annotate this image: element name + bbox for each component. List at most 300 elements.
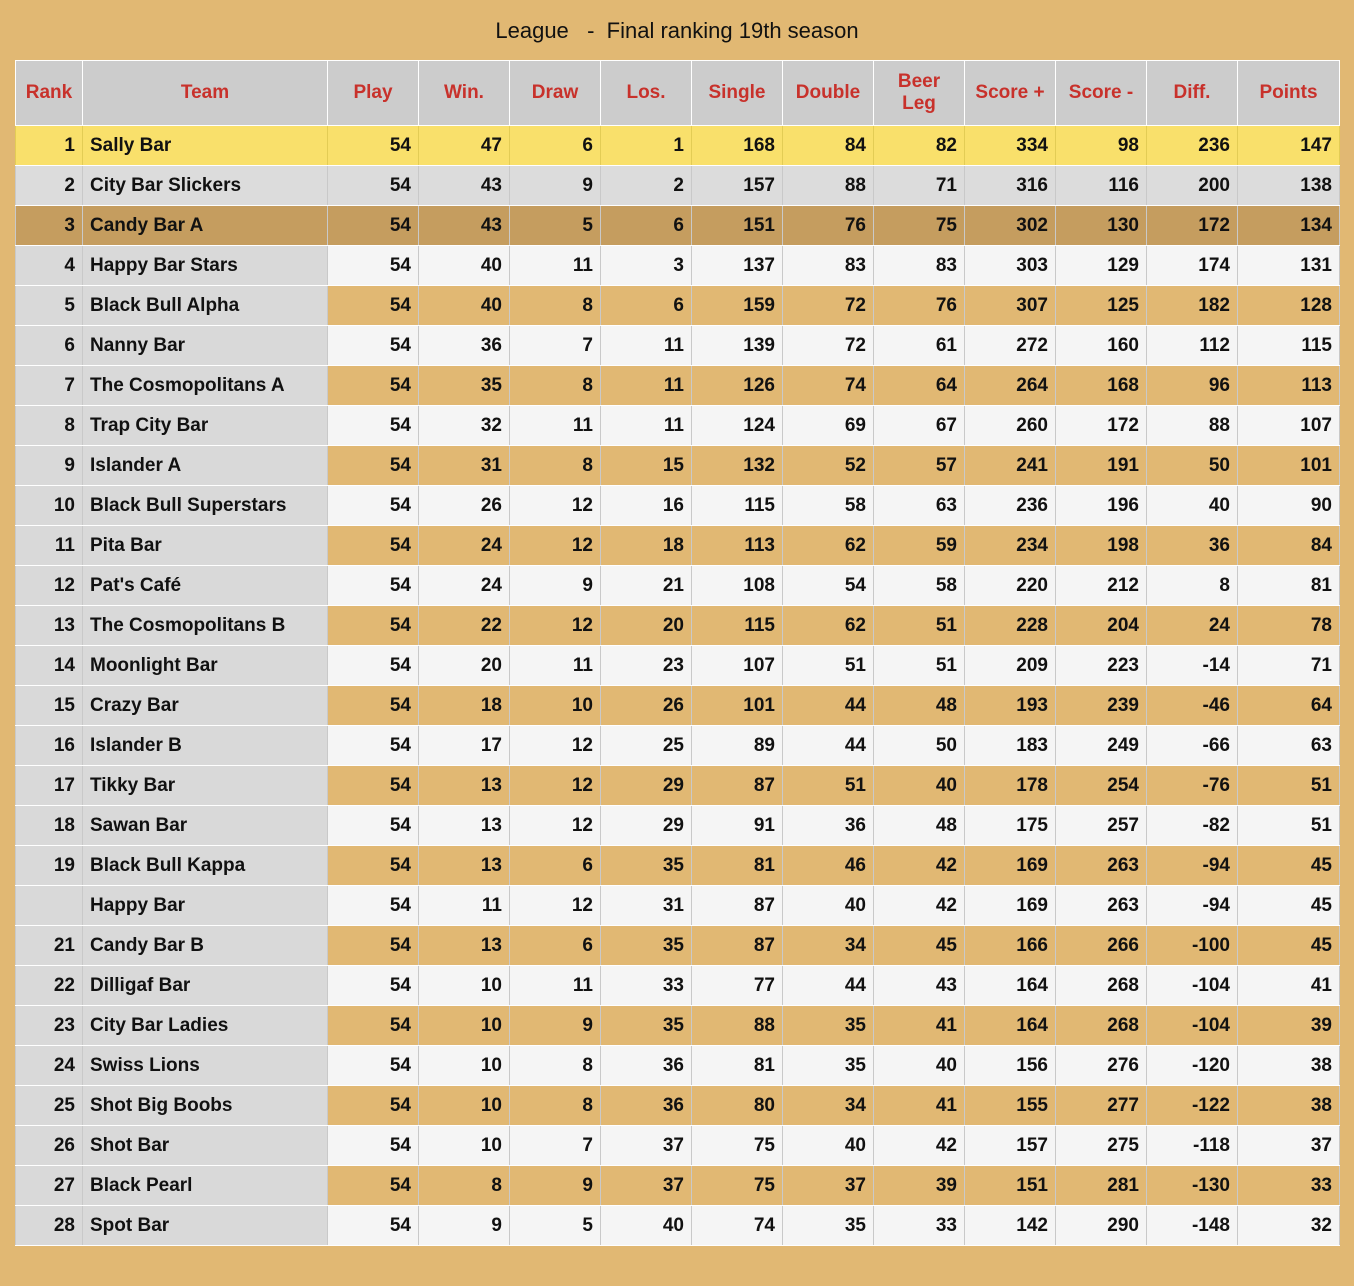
los-cell: 35 <box>601 926 692 966</box>
los-cell: 37 <box>601 1126 692 1166</box>
diff-cell: 200 <box>1147 166 1238 206</box>
play-cell: 54 <box>328 726 419 766</box>
los-cell: 3 <box>601 246 692 286</box>
score-minus-cell: 130 <box>1056 206 1147 246</box>
points-cell: 64 <box>1238 686 1340 726</box>
score-minus-cell: 277 <box>1056 1086 1147 1126</box>
table-row <box>16 1086 1340 1126</box>
table-row <box>16 686 1340 726</box>
win-cell: 22 <box>419 606 510 646</box>
double-cell: 34 <box>783 1086 874 1126</box>
diff-cell: -100 <box>1147 926 1238 966</box>
score-minus-cell: 196 <box>1056 486 1147 526</box>
win-cell: 9 <box>419 1206 510 1246</box>
rank-cell: 9 <box>16 446 83 486</box>
diff-cell: 182 <box>1147 286 1238 326</box>
single-cell: 81 <box>692 1046 783 1086</box>
play-cell: 54 <box>328 326 419 366</box>
single-cell: 74 <box>692 1206 783 1246</box>
score-minus-cell: 172 <box>1056 406 1147 446</box>
draw-cell: 6 <box>510 926 601 966</box>
ranking-table <box>15 60 1340 1246</box>
score-minus-cell: 239 <box>1056 686 1147 726</box>
beer-leg-cell: 41 <box>874 1006 965 1046</box>
score-plus-cell: 166 <box>965 926 1056 966</box>
double-cell: 72 <box>783 326 874 366</box>
win-cell: 11 <box>419 886 510 926</box>
play-cell: 54 <box>328 286 419 326</box>
beer-leg-cell: 82 <box>874 126 965 166</box>
team-cell: Happy Bar Stars <box>83 246 328 286</box>
win-cell: 40 <box>419 286 510 326</box>
table-row <box>16 326 1340 366</box>
draw-cell: 8 <box>510 446 601 486</box>
draw-cell: 12 <box>510 806 601 846</box>
draw-cell: 8 <box>510 1046 601 1086</box>
play-cell: 54 <box>328 1046 419 1086</box>
double-cell: 51 <box>783 646 874 686</box>
beer-leg-cell: 59 <box>874 526 965 566</box>
los-cell: 26 <box>601 686 692 726</box>
draw-cell: 12 <box>510 486 601 526</box>
score-plus-cell: 155 <box>965 1086 1056 1126</box>
table-row <box>16 1006 1340 1046</box>
score-plus-cell: 164 <box>965 1006 1056 1046</box>
table-row <box>16 166 1340 206</box>
play-cell: 54 <box>328 206 419 246</box>
draw-cell: 7 <box>510 1126 601 1166</box>
score-plus-cell: 209 <box>965 646 1056 686</box>
beer-leg-cell: 33 <box>874 1206 965 1246</box>
team-cell: Black Pearl <box>83 1166 328 1206</box>
rank-cell: 3 <box>16 206 83 246</box>
table-row <box>16 526 1340 566</box>
play-cell: 54 <box>328 606 419 646</box>
win-cell: 13 <box>419 766 510 806</box>
beer-leg-cell: 42 <box>874 886 965 926</box>
score-plus-cell: 334 <box>965 126 1056 166</box>
score-plus-cell: 260 <box>965 406 1056 446</box>
beer-leg-cell: 39 <box>874 1166 965 1206</box>
double-cell: 76 <box>783 206 874 246</box>
double-cell: 62 <box>783 606 874 646</box>
score-plus-cell: 183 <box>965 726 1056 766</box>
double-cell: 44 <box>783 686 874 726</box>
play-cell: 54 <box>328 926 419 966</box>
play-cell: 54 <box>328 646 419 686</box>
rank-cell: 13 <box>16 606 83 646</box>
team-cell: The Cosmopolitans B <box>83 606 328 646</box>
win-cell: 13 <box>419 926 510 966</box>
beer-leg-cell: 83 <box>874 246 965 286</box>
double-cell: 52 <box>783 446 874 486</box>
rank-cell: 19 <box>16 846 83 886</box>
rank-cell <box>16 886 83 926</box>
los-cell: 35 <box>601 846 692 886</box>
draw-cell: 5 <box>510 206 601 246</box>
draw-cell: 12 <box>510 606 601 646</box>
ranking-table-body <box>16 126 1340 1246</box>
draw-cell: 7 <box>510 326 601 366</box>
rank-cell: 6 <box>16 326 83 366</box>
score-minus-cell: 116 <box>1056 166 1147 206</box>
play-cell: 54 <box>328 166 419 206</box>
diff-cell: 8 <box>1147 566 1238 606</box>
score-plus-cell: 151 <box>965 1166 1056 1206</box>
los-cell: 25 <box>601 726 692 766</box>
points-cell: 37 <box>1238 1126 1340 1166</box>
single-cell: 132 <box>692 446 783 486</box>
points-cell: 113 <box>1238 366 1340 406</box>
double-cell: 58 <box>783 486 874 526</box>
win-cell: 10 <box>419 1126 510 1166</box>
single-cell: 89 <box>692 726 783 766</box>
score-plus-cell: 178 <box>965 766 1056 806</box>
score-minus-cell: 266 <box>1056 926 1147 966</box>
points-cell: 134 <box>1238 206 1340 246</box>
diff-cell: 24 <box>1147 606 1238 646</box>
double-cell: 44 <box>783 726 874 766</box>
rank-cell: 21 <box>16 926 83 966</box>
rank-cell: 23 <box>16 1006 83 1046</box>
draw-cell: 11 <box>510 406 601 446</box>
single-cell: 77 <box>692 966 783 1006</box>
points-cell: 39 <box>1238 1006 1340 1046</box>
points-cell: 45 <box>1238 926 1340 966</box>
points-cell: 51 <box>1238 766 1340 806</box>
win-cell: 47 <box>419 126 510 166</box>
team-cell: City Bar Ladies <box>83 1006 328 1046</box>
score-plus-cell: 228 <box>965 606 1056 646</box>
table-row <box>16 726 1340 766</box>
single-cell: 75 <box>692 1166 783 1206</box>
diff-cell: -148 <box>1147 1206 1238 1246</box>
table-row <box>16 206 1340 246</box>
los-cell: 18 <box>601 526 692 566</box>
win-cell: 35 <box>419 366 510 406</box>
single-cell: 139 <box>692 326 783 366</box>
play-cell: 54 <box>328 846 419 886</box>
beer-leg-cell: 48 <box>874 686 965 726</box>
double-cell: 46 <box>783 846 874 886</box>
single-cell: 101 <box>692 686 783 726</box>
table-row <box>16 966 1340 1006</box>
score-plus-cell: 169 <box>965 846 1056 886</box>
single-cell: 159 <box>692 286 783 326</box>
score-minus-cell: 268 <box>1056 966 1147 1006</box>
diff-cell: 40 <box>1147 486 1238 526</box>
team-cell: Pita Bar <box>83 526 328 566</box>
points-cell: 81 <box>1238 566 1340 606</box>
points-cell: 78 <box>1238 606 1340 646</box>
diff-cell: 112 <box>1147 326 1238 366</box>
score-plus-cell: 175 <box>965 806 1056 846</box>
los-cell: 35 <box>601 1006 692 1046</box>
diff-cell: 172 <box>1147 206 1238 246</box>
beer-leg-cell: 57 <box>874 446 965 486</box>
draw-cell: 9 <box>510 1006 601 1046</box>
team-cell: Spot Bar <box>83 1206 328 1246</box>
points-cell: 138 <box>1238 166 1340 206</box>
score-minus-cell: 290 <box>1056 1206 1147 1246</box>
table-row <box>16 1166 1340 1206</box>
play-cell: 54 <box>328 1006 419 1046</box>
draw-cell: 12 <box>510 726 601 766</box>
team-cell: Trap City Bar <box>83 406 328 446</box>
win-cell: 26 <box>419 486 510 526</box>
points-cell: 63 <box>1238 726 1340 766</box>
rank-cell: 15 <box>16 686 83 726</box>
points-cell: 101 <box>1238 446 1340 486</box>
rank-cell: 2 <box>16 166 83 206</box>
points-cell: 71 <box>1238 646 1340 686</box>
rank-cell: 11 <box>16 526 83 566</box>
play-cell: 54 <box>328 406 419 446</box>
diff-cell: 50 <box>1147 446 1238 486</box>
score-minus-cell: 276 <box>1056 1046 1147 1086</box>
score-plus-cell: 303 <box>965 246 1056 286</box>
header-points: Points <box>1238 61 1340 126</box>
score-minus-cell: 160 <box>1056 326 1147 366</box>
beer-leg-cell: 50 <box>874 726 965 766</box>
los-cell: 2 <box>601 166 692 206</box>
table-row <box>16 846 1340 886</box>
team-cell: Moonlight Bar <box>83 646 328 686</box>
draw-cell: 5 <box>510 1206 601 1246</box>
draw-cell: 12 <box>510 766 601 806</box>
beer-leg-cell: 75 <box>874 206 965 246</box>
single-cell: 113 <box>692 526 783 566</box>
play-cell: 54 <box>328 1206 419 1246</box>
play-cell: 54 <box>328 366 419 406</box>
win-cell: 10 <box>419 966 510 1006</box>
draw-cell: 11 <box>510 646 601 686</box>
table-row <box>16 246 1340 286</box>
table-row <box>16 406 1340 446</box>
header-los: Los. <box>601 61 692 126</box>
play-cell: 54 <box>328 126 419 166</box>
diff-cell: 236 <box>1147 126 1238 166</box>
table-row <box>16 646 1340 686</box>
score-plus-cell: 241 <box>965 446 1056 486</box>
team-cell: Dilligaf Bar <box>83 966 328 1006</box>
win-cell: 20 <box>419 646 510 686</box>
diff-cell: 96 <box>1147 366 1238 406</box>
single-cell: 124 <box>692 406 783 446</box>
points-cell: 32 <box>1238 1206 1340 1246</box>
double-cell: 36 <box>783 806 874 846</box>
rank-cell: 18 <box>16 806 83 846</box>
team-cell: Black Bull Kappa <box>83 846 328 886</box>
los-cell: 37 <box>601 1166 692 1206</box>
points-cell: 147 <box>1238 126 1340 166</box>
page-title: League - Final ranking 19th season <box>495 18 859 43</box>
win-cell: 17 <box>419 726 510 766</box>
rank-cell: 10 <box>16 486 83 526</box>
points-cell: 38 <box>1238 1046 1340 1086</box>
double-cell: 44 <box>783 966 874 1006</box>
score-plus-cell: 272 <box>965 326 1056 366</box>
win-cell: 31 <box>419 446 510 486</box>
rank-cell: 25 <box>16 1086 83 1126</box>
team-cell: Shot Bar <box>83 1126 328 1166</box>
single-cell: 87 <box>692 886 783 926</box>
table-header-row <box>16 61 1340 126</box>
table-row <box>16 126 1340 166</box>
score-minus-cell: 275 <box>1056 1126 1147 1166</box>
beer-leg-cell: 45 <box>874 926 965 966</box>
score-minus-cell: 223 <box>1056 646 1147 686</box>
draw-cell: 11 <box>510 246 601 286</box>
points-cell: 33 <box>1238 1166 1340 1206</box>
score-minus-cell: 204 <box>1056 606 1147 646</box>
draw-cell: 10 <box>510 686 601 726</box>
diff-cell: -104 <box>1147 1006 1238 1046</box>
draw-cell: 6 <box>510 126 601 166</box>
header-score-plus: Score + <box>965 61 1056 126</box>
score-minus-cell: 257 <box>1056 806 1147 846</box>
team-cell: Shot Big Boobs <box>83 1086 328 1126</box>
single-cell: 137 <box>692 246 783 286</box>
single-cell: 80 <box>692 1086 783 1126</box>
rank-cell: 16 <box>16 726 83 766</box>
win-cell: 43 <box>419 206 510 246</box>
los-cell: 31 <box>601 886 692 926</box>
points-cell: 128 <box>1238 286 1340 326</box>
score-minus-cell: 263 <box>1056 846 1147 886</box>
los-cell: 29 <box>601 806 692 846</box>
double-cell: 35 <box>783 1206 874 1246</box>
score-minus-cell: 268 <box>1056 1006 1147 1046</box>
score-plus-cell: 236 <box>965 486 1056 526</box>
points-cell: 51 <box>1238 806 1340 846</box>
draw-cell: 6 <box>510 846 601 886</box>
table-row <box>16 486 1340 526</box>
points-cell: 131 <box>1238 246 1340 286</box>
table-row <box>16 1046 1340 1086</box>
score-minus-cell: 98 <box>1056 126 1147 166</box>
team-cell: Sawan Bar <box>83 806 328 846</box>
header-rank: Rank <box>16 61 83 126</box>
play-cell: 54 <box>328 566 419 606</box>
double-cell: 35 <box>783 1006 874 1046</box>
score-plus-cell: 169 <box>965 886 1056 926</box>
single-cell: 157 <box>692 166 783 206</box>
win-cell: 32 <box>419 406 510 446</box>
los-cell: 6 <box>601 286 692 326</box>
draw-cell: 8 <box>510 366 601 406</box>
rank-cell: 26 <box>16 1126 83 1166</box>
rank-cell: 14 <box>16 646 83 686</box>
diff-cell: -94 <box>1147 886 1238 926</box>
double-cell: 69 <box>783 406 874 446</box>
beer-leg-cell: 42 <box>874 846 965 886</box>
table-row <box>16 446 1340 486</box>
los-cell: 21 <box>601 566 692 606</box>
win-cell: 13 <box>419 806 510 846</box>
diff-cell: -122 <box>1147 1086 1238 1126</box>
points-cell: 38 <box>1238 1086 1340 1126</box>
beer-leg-cell: 40 <box>874 766 965 806</box>
team-cell: Sally Bar <box>83 126 328 166</box>
beer-leg-cell: 71 <box>874 166 965 206</box>
single-cell: 91 <box>692 806 783 846</box>
diff-cell: -120 <box>1147 1046 1238 1086</box>
team-cell: Black Bull Alpha <box>83 286 328 326</box>
beer-leg-cell: 61 <box>874 326 965 366</box>
table-row <box>16 286 1340 326</box>
score-plus-cell: 316 <box>965 166 1056 206</box>
score-plus-cell: 156 <box>965 1046 1056 1086</box>
win-cell: 8 <box>419 1166 510 1206</box>
score-plus-cell: 220 <box>965 566 1056 606</box>
rank-cell: 28 <box>16 1206 83 1246</box>
win-cell: 24 <box>419 566 510 606</box>
team-cell: Black Bull Superstars <box>83 486 328 526</box>
double-cell: 88 <box>783 166 874 206</box>
team-cell: Candy Bar B <box>83 926 328 966</box>
play-cell: 54 <box>328 966 419 1006</box>
single-cell: 75 <box>692 1126 783 1166</box>
score-plus-cell: 142 <box>965 1206 1056 1246</box>
double-cell: 84 <box>783 126 874 166</box>
beer-leg-cell: 43 <box>874 966 965 1006</box>
table-row <box>16 566 1340 606</box>
single-cell: 168 <box>692 126 783 166</box>
score-plus-cell: 234 <box>965 526 1056 566</box>
single-cell: 81 <box>692 846 783 886</box>
beer-leg-cell: 58 <box>874 566 965 606</box>
play-cell: 54 <box>328 766 419 806</box>
beer-leg-cell: 64 <box>874 366 965 406</box>
header-diff: Diff. <box>1147 61 1238 126</box>
team-cell: Crazy Bar <box>83 686 328 726</box>
diff-cell: -94 <box>1147 846 1238 886</box>
win-cell: 10 <box>419 1006 510 1046</box>
rank-cell: 22 <box>16 966 83 1006</box>
double-cell: 40 <box>783 1126 874 1166</box>
los-cell: 36 <box>601 1086 692 1126</box>
points-cell: 107 <box>1238 406 1340 446</box>
diff-cell: -82 <box>1147 806 1238 846</box>
header-score-minus: Score - <box>1056 61 1147 126</box>
los-cell: 6 <box>601 206 692 246</box>
beer-leg-cell: 76 <box>874 286 965 326</box>
los-cell: 11 <box>601 366 692 406</box>
beer-leg-cell: 40 <box>874 1046 965 1086</box>
score-plus-cell: 302 <box>965 206 1056 246</box>
score-minus-cell: 191 <box>1056 446 1147 486</box>
rank-cell: 27 <box>16 1166 83 1206</box>
header-team: Team <box>83 61 328 126</box>
score-minus-cell: 129 <box>1056 246 1147 286</box>
points-cell: 45 <box>1238 846 1340 886</box>
rank-cell: 8 <box>16 406 83 446</box>
table-row <box>16 1126 1340 1166</box>
header-double: Double <box>783 61 874 126</box>
score-plus-cell: 164 <box>965 966 1056 1006</box>
los-cell: 36 <box>601 1046 692 1086</box>
score-minus-cell: 249 <box>1056 726 1147 766</box>
single-cell: 107 <box>692 646 783 686</box>
points-cell: 115 <box>1238 326 1340 366</box>
draw-cell: 9 <box>510 166 601 206</box>
score-minus-cell: 125 <box>1056 286 1147 326</box>
win-cell: 10 <box>419 1086 510 1126</box>
los-cell: 1 <box>601 126 692 166</box>
diff-cell: -130 <box>1147 1166 1238 1206</box>
rank-cell: 12 <box>16 566 83 606</box>
